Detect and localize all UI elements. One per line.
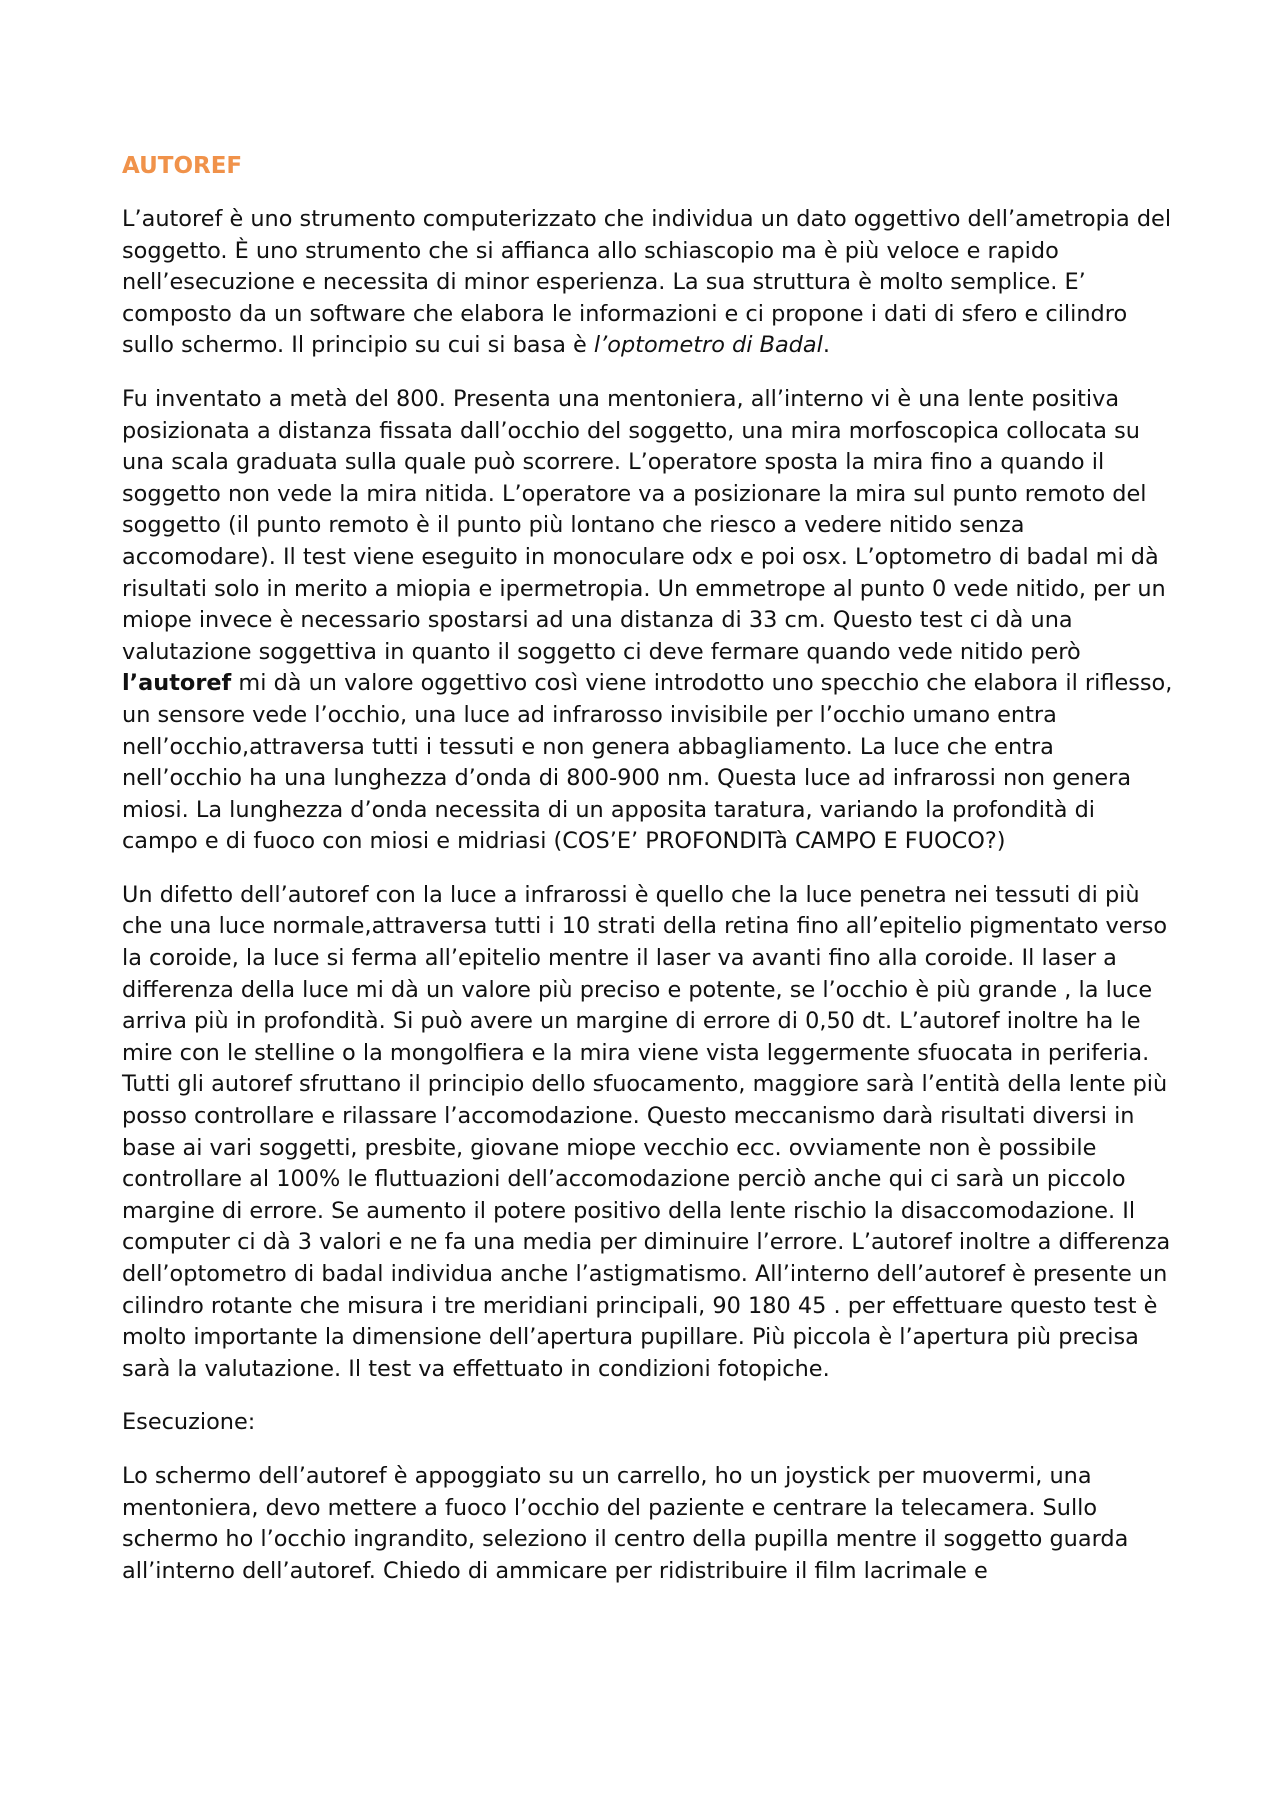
paragraph-intro xyxy=(122,204,1177,362)
paragraph-infrared: Un difetto dell’autoref con la luce a infrarossi è quello che la luce penetra nei tessuti di più che una luce normale,attraversa tutti i 10 strati della retina fino all’epitelio pigmentato verso la coroide, la luce si ferma all’epitelio mentre il laser va avanti fino alla coroide. Il laser a differenza della luce mi dà un valore più preciso e potente, se l’occhio è più grande , la luce arriva più in profondità. Si può avere un margine di errore di 0,50 dt. L’autoref inoltre ha le mire con le stelline o la mongolfiera e la mira viene vista leggermente sfuocata in periferia. Tutti gli autoref sfruttano il principio dello sfuocamento, maggiore sarà l’entità della lente più posso controllare e rilassare l’accomodazione. Questo meccanismo darà risultati diversi in base ai vari soggetti, presbite, giovane miope vecchio ecc. ovviamente non è possibile controllare al 100% le fluttuazioni dell’accomodazione perciò anche qui ci sarà un piccolo margine di errore. Se aumento il potere positivo della lente rischio la disaccomodazione. Il computer ci dà 3 valori e ne fa una media per diminuire l’errore. L’autoref inoltre a differenza dell’optometro di badal individua anche l’astigmatismo. All’interno dell’autoref è presente un cilindro rotante che misura i tre meridiani principali, 90 180 45 . per effettuare questo test è molto importante la dimensione dell’apertura pupillare. Più piccola è l’apertura più precisa sarà la valutazione. Il test va effettuato in condizioni fotopiche. xyxy=(122,881,1171,1382)
document-page xyxy=(122,150,1177,1609)
paragraph-badal xyxy=(122,384,1177,858)
document-title: AUTOREF xyxy=(122,153,243,179)
paragraph-badal-text: Fu inventato a metà del 800. Presenta una mentoniera, all’interno vi è una lente positiva posizionata a distanza fissata dall’occhio del soggetto, una mira morfoscopica collocata su una scala graduata sulla quale può scorrere. L’operatore sposta la mira fino a quando il soggetto non vede la mira nitida. L’operatore va a posizionare la mira sul punto remoto del soggetto (il punto remoto è il punto più lontano che riesco a vedere nitido senza accomodare). Il test viene eseguito in monoculare odx e poi osx. L’optometro di badal mi dà risultati solo in merito a miopia e ipermetropia. Un emmetrope al punto 0 vede nitido, per un miope invece è necessario spostarsi ad una distanza di 33 cm. Questo test ci dà una valutazione soggettiva in quanto il soggetto ci deve fermare quando vede nitido però xyxy=(122,385,1166,665)
paragraph-intro-text: L’autoref è uno strumento computerizzato che individua un dato oggettivo dell’ametropia del soggetto. È uno strumento che si affianca allo schiascopio ma è più veloce e rapido nell’esecuzione e necessita di minor esperienza. La sua struttura è molto semplice. E’ composto da un software che elabora le informazioni e ci propone i dati di sfero e cilindro sullo schermo. Il principio su cui si basa è xyxy=(122,206,1172,359)
paragraph-execution-heading: Esecuzione: xyxy=(122,1409,256,1436)
badal-italic-text: l’optometro di Badal xyxy=(593,332,823,359)
paragraph-badal-rest: mi dà un valore oggettivo così viene introdotto uno specchio che elabora il riflesso, un sensore vede l’occhio, una luce ad infrarosso invisibile per l’occhio umano entra nell’occhio,attraversa tutti i tessuti e non genera abbagliamento. La luce che entra nell’occhio ha una lunghezza d’onda di 800-900 nm. Questa luce ad infrarossi non genera miosi. La lunghezza d’onda necessita di un apposita taratura, variando la profondità di campo e di fuoco con miosi e midriasi (COS’E’ PROFONDITà CAMPO E FUOCO?) xyxy=(122,670,1173,855)
paragraph-execution: Lo schermo dell’autoref è appoggiato su un carrello, ho un joystick per muovermi, una mentoniera, devo mettere a fuoco l’occhio del paziente e centrare la telecamera. Sullo schermo ho l’occhio ingrandito, seleziono il centro della pupilla mentre il soggetto guarda all’interno dell’autoref. Chiedo di ammicare per ridistribuire il film lacrimale e xyxy=(122,1462,1129,1584)
autoref-bold-text: l’autoref xyxy=(122,670,232,697)
paragraph-intro-end: . xyxy=(822,332,830,359)
